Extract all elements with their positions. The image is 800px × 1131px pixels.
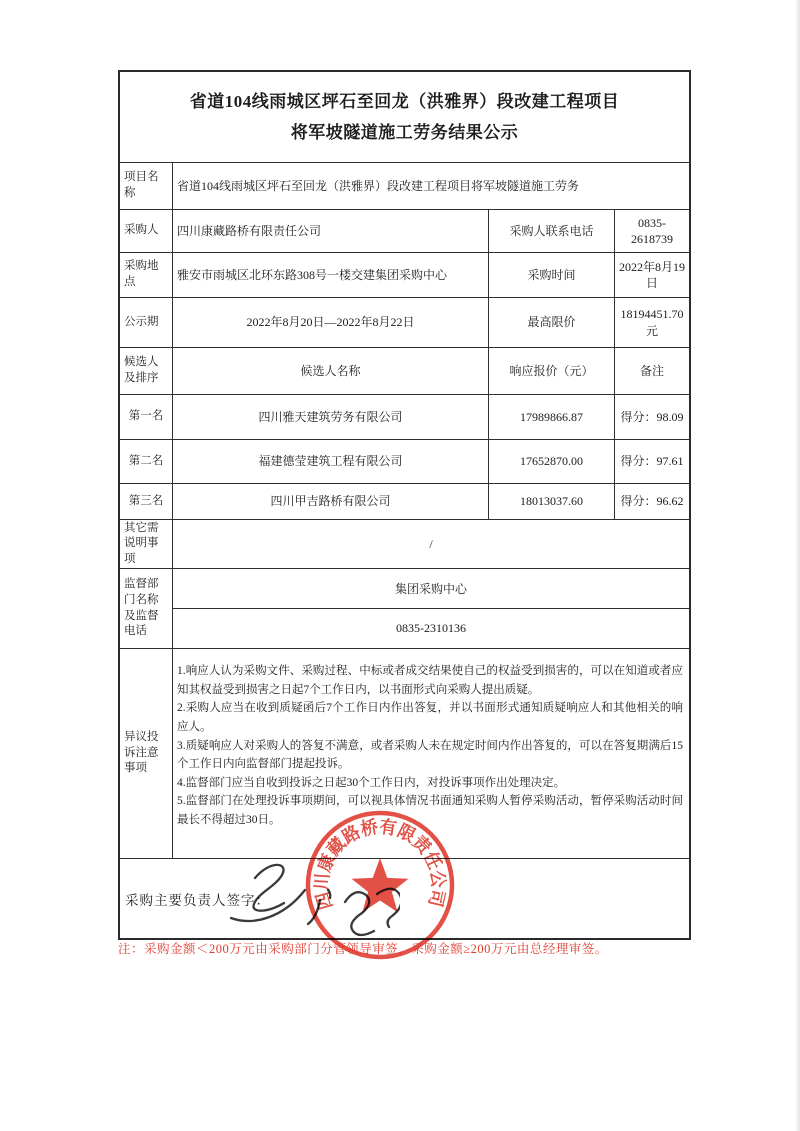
supervision-values (172, 569, 689, 648)
rank3-price: 18013037.60 (488, 484, 614, 519)
other-notes-value: / (172, 520, 689, 568)
rank1-name: 四川雅天建筑劳务有限公司 (172, 395, 488, 439)
row-candidates-header (120, 347, 689, 394)
candidate-name-header: 候选人名称 (172, 348, 488, 394)
max-price-value: 18194451.70元 (614, 298, 689, 347)
location-value: 雅安市雨城区北环东路308号一楼交建集团采购中心 (172, 253, 488, 297)
purchaser-value: 四川康藏路桥有限责任公司 (172, 210, 488, 252)
rank1-remark: 得分：98.09 (614, 395, 689, 439)
row-publicity-period (120, 297, 689, 347)
rank2-remark: 得分：97.61 (614, 440, 689, 483)
rank3-label: 第三名 (128, 494, 164, 507)
objection-item-5: 5.监督部门在处理投诉事项期间，可以视具体情况书面通知采购人暂停采购活动，暂停采购活动时间最长不得超过30日。 (177, 795, 683, 826)
row-supervision (120, 568, 689, 648)
rank1-price: 17989866.87 (488, 395, 614, 439)
location-label: 采购地点 (124, 260, 159, 288)
signature-label: 采购主要负责人签字： (125, 892, 270, 908)
title-line-2: 将军坡隧道施工劳务结果公示 (290, 123, 519, 142)
project-name-value: 省道104线雨城区坪石至回龙（洪雅界）段改建工程项目将军坡隧道施工劳务 (172, 163, 689, 209)
table-row-rank-1 (120, 394, 689, 439)
purchase-time-value: 2022年8月19日 (614, 253, 689, 297)
rank1-label: 第一名 (128, 410, 164, 423)
project-name-label: 项目名称 (124, 171, 159, 199)
objection-item-4: 4.监督部门应当自收到投诉之日起30个工作日内，对投诉事项作出处理决定。 (177, 776, 566, 789)
publicity-label: 公示期 (124, 315, 159, 328)
max-price-label: 最高限价 (488, 298, 614, 347)
candidate-price-header: 响应报价（元） (488, 348, 614, 394)
objection-item-3: 3.质疑响应人对采购人的答复不满意，或者采购人未在规定时间内作出答复的，可以在答复期满后15个工作日内向监督部门提起投诉。 (177, 739, 683, 771)
objection-item-2: 2.采购人应当在收到质疑函后7个工作日内作出答复，并以书面形式通知质疑响应人和其他相关的响应人。 (177, 702, 683, 733)
objection-item-1: 1.响应人认为采购文件、采购过程、中标或者成交结果使自己的权益受到损害的，可以在知道或者应知其权益受到损害之日起7个工作日内，以书面形式向采购人提出质疑。 (177, 665, 683, 696)
row-purchaser (120, 209, 689, 252)
purchaser-phone-label: 采购人联系电话 (488, 210, 614, 252)
row-project-name (120, 162, 689, 209)
table-row-rank-3 (120, 483, 689, 519)
purchase-time-label: 采购时间 (488, 253, 614, 297)
rank3-remark: 得分：96.62 (614, 484, 689, 519)
footer-note: 注：采购金额＜200万元由采购部门分管领导审签，采购金额≥200万元由总经理审签。 (118, 942, 608, 956)
seal-company-name: 四川康藏路桥有限责任公司 (311, 816, 449, 912)
rank2-label: 第二名 (128, 454, 164, 467)
purchaser-phone-value: 0835-2618739 (614, 210, 689, 252)
table-row-rank-2 (120, 439, 689, 483)
title-line-1: 省道104线雨城区坪石至回龙（洪雅界）段改建工程项目 (189, 91, 620, 111)
rank3-name: 四川甲吉路桥有限公司 (172, 484, 488, 519)
objection-label: 异议投诉注意事项 (124, 731, 159, 775)
document-title (120, 72, 689, 162)
supervision-dept: 集团采购中心 (394, 582, 467, 596)
row-location (120, 252, 689, 297)
purchaser-label: 采购人 (124, 224, 159, 237)
row-other-notes (120, 519, 689, 568)
rank2-price: 17652870.00 (488, 440, 614, 483)
other-notes-label: 其它需说明事项 (124, 521, 159, 565)
seal-star-icon (352, 858, 409, 912)
publicity-value: 2022年8月20日—2022年8月22日 (172, 298, 488, 347)
supervision-phone: 0835-2310136 (173, 608, 689, 648)
candidate-remark-header: 备注 (614, 348, 689, 394)
candidates-rank-label: 候选人及排序 (124, 356, 159, 384)
supervision-label: 监督部门名称及监督电话 (124, 578, 159, 638)
rank2-name: 福建德莹建筑工程有限公司 (172, 440, 488, 483)
